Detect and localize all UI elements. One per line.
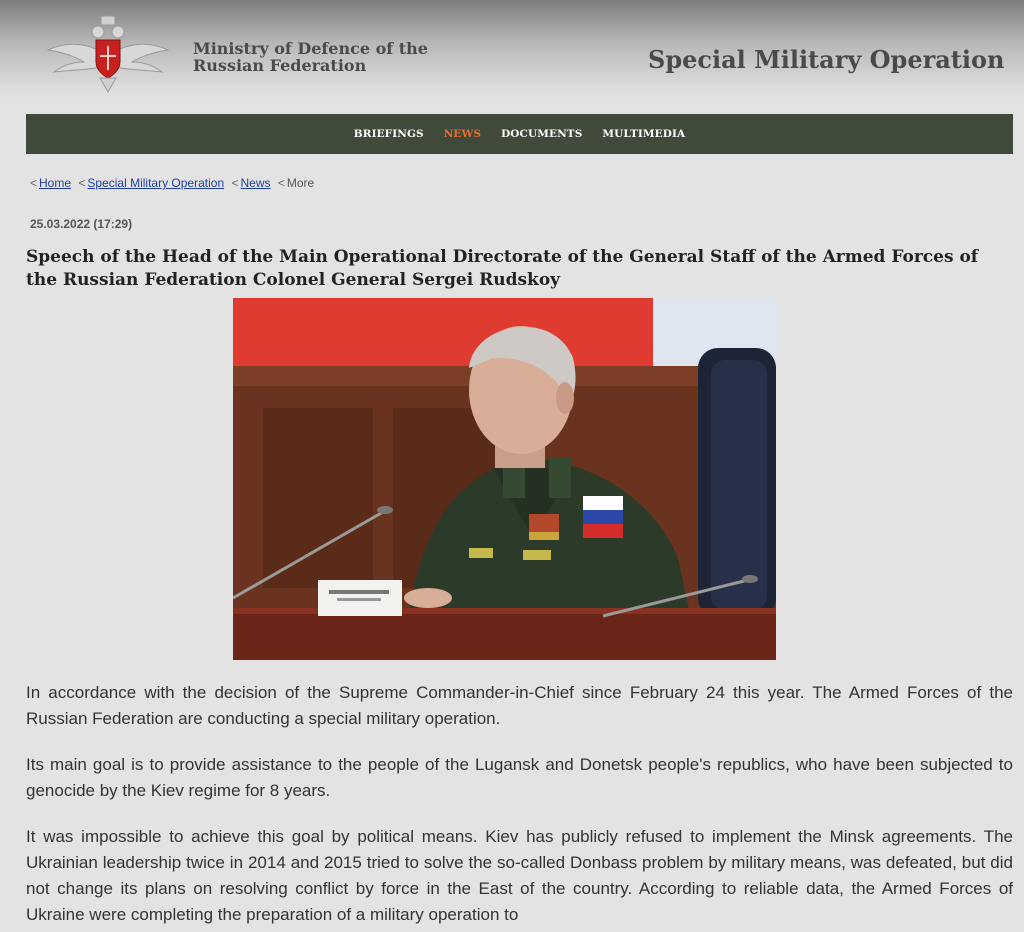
ministry-emblem-icon[interactable]: [44, 12, 172, 96]
article-title: Speech of the Head of the Main Operational Directorate of the General Staff of the Armed Forces of the Russian Federation Colonel General Sergei Rudskoy: [26, 247, 979, 290]
ministry-name-line2: Russian Federation: [193, 56, 367, 75]
breadcrumb-news-link[interactable]: News: [240, 176, 271, 190]
nav-item-multimedia[interactable]: MULTIMEDIA: [602, 128, 686, 140]
nav-item-briefings[interactable]: BRIEFINGS: [353, 128, 424, 140]
ministry-name[interactable]: [193, 40, 428, 74]
nav-item-news[interactable]: NEWS: [443, 128, 482, 140]
breadcrumb-current: More: [286, 176, 315, 190]
site-title[interactable]: Special Military Operation: [648, 45, 1005, 74]
article-paragraph: In accordance with the decision of the Supreme Commander-in-Chief since February 24 this year. The Armed Forces of the Russian Federation are conducting a special military operation.: [26, 683, 1013, 728]
breadcrumb-separator: <: [277, 176, 285, 190]
breadcrumb-separator: <: [78, 176, 86, 190]
ministry-name-line1: Ministry of Defence of the: [193, 39, 428, 58]
breadcrumb: [26, 176, 314, 190]
article-photo[interactable]: [233, 298, 776, 660]
breadcrumb-separator: <: [30, 176, 38, 190]
article-date: 25.03.2022 (17:29): [30, 217, 133, 231]
article-paragraph: Its main goal is to provide assistance to the people of the Lugansk and Donetsk people's republics, who have been subjected to genocide by the Kiev regime for 8 years.: [26, 755, 1013, 800]
breadcrumb-separator: <: [231, 176, 239, 190]
breadcrumb-special-operation-link[interactable]: Special Military Operation: [87, 176, 225, 190]
breadcrumb-home-link[interactable]: Home: [39, 176, 72, 190]
article-body: [26, 680, 1013, 932]
nav-item-documents[interactable]: DOCUMENTS: [501, 128, 583, 140]
main-nav: [26, 114, 1013, 154]
article-paragraph: It was impossible to achieve this goal by political means. Kiev has publicly refused to implement the Minsk agreements. The Ukrainian leadership twice in 2014 and 2015 tried to solve the so-called Donbass problem by military means, was defeated, but did not change its plans on resolving conflict by force in the East of the country. According to reliable data, the Armed Forces of Ukraine were completing the preparation of a military operation to: [26, 827, 1013, 924]
site-header: [0, 0, 1024, 104]
